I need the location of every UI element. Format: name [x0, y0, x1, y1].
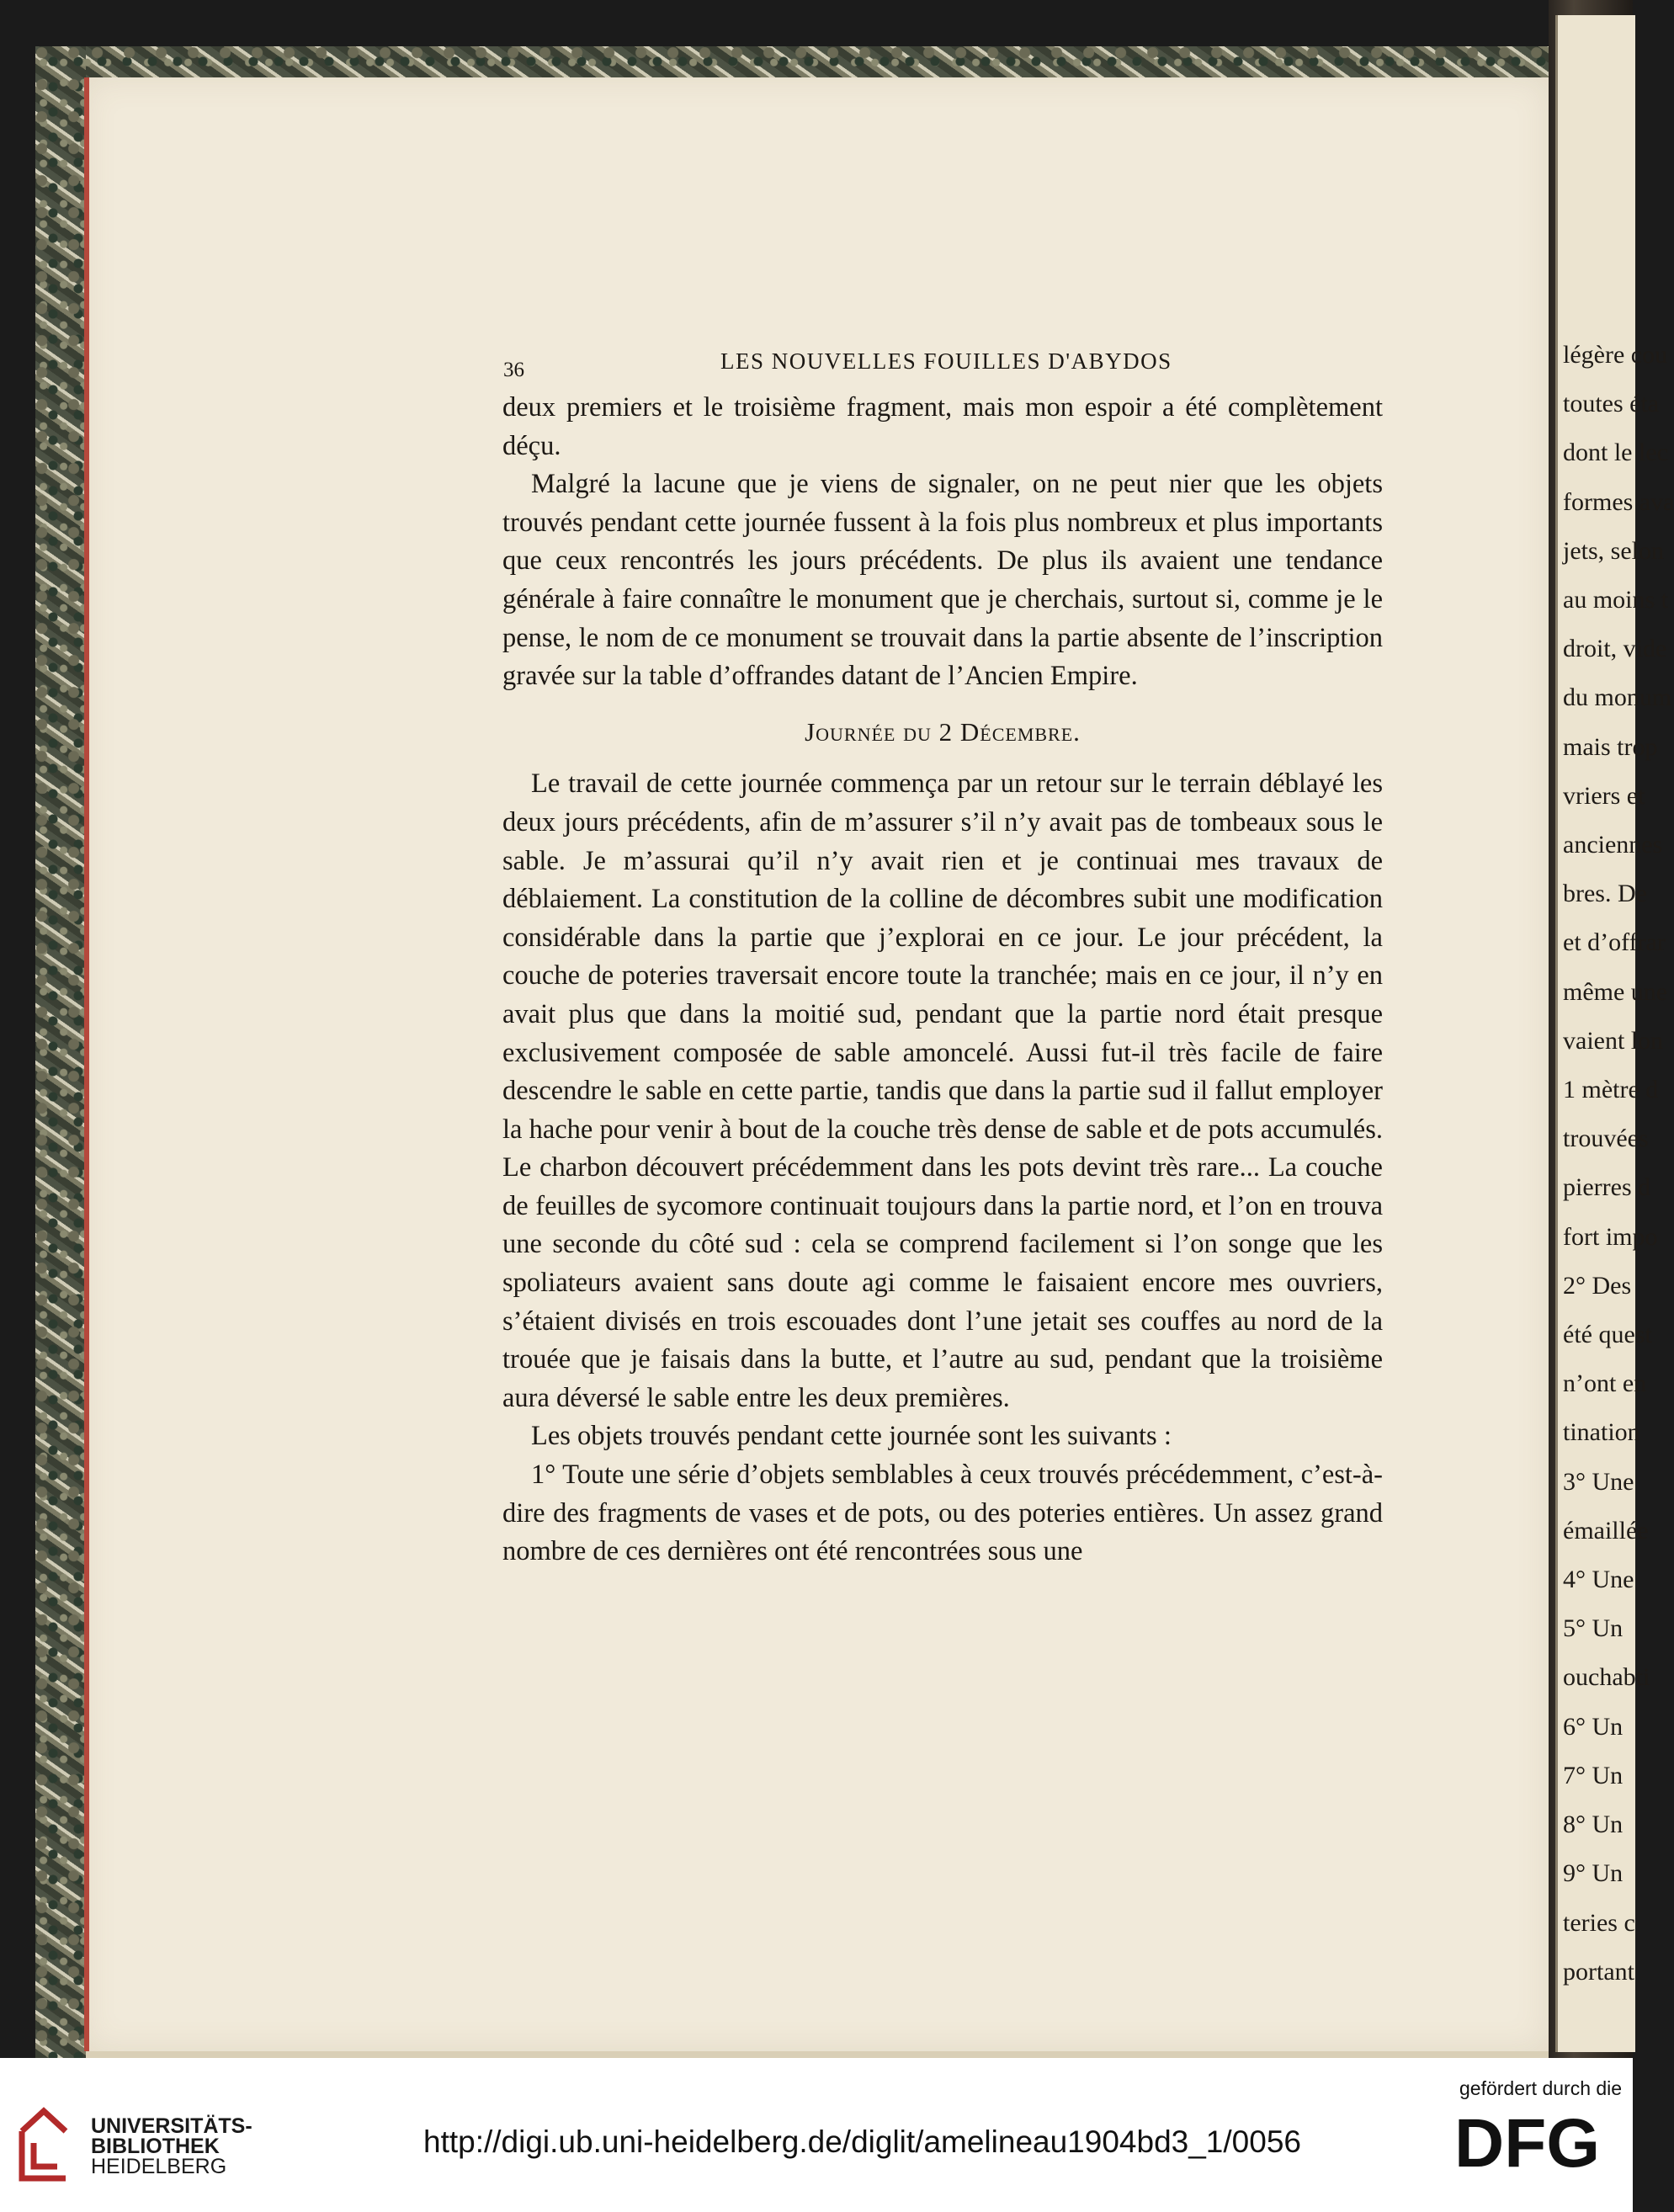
next-page-fragment: dont le lec: [1563, 439, 1668, 467]
running-title: LES NOUVELLES FOUILLES D'ABYDOS: [720, 348, 1172, 374]
next-page-fragment: 6° Un: [1563, 1712, 1624, 1741]
next-page-fragment: bres. De: [1563, 880, 1647, 908]
dfg-logo-icon: [1454, 2105, 1606, 2182]
permalink-url[interactable]: http://digi.ub.uni-heidelberg.de/diglit/amelineau1904bd3_1/0056: [423, 2124, 1301, 2159]
next-page-fragment: trouvées: [1563, 1125, 1649, 1153]
next-page-fragment: 7° Un: [1563, 1761, 1624, 1789]
paragraph: Les objets trouvés pendant cette journée sont les suivants :: [531, 1421, 1172, 1452]
paragraph: deux premiers et le troisième fragment, mais mon espoir a été complètement déçu.: [502, 392, 1383, 461]
next-page-fragment: teries c: [1563, 1908, 1635, 1937]
next-page-fragment: et d’offrar: [1563, 928, 1666, 957]
next-page-fragment: formes ava: [1563, 487, 1674, 516]
paragraph: 1° Toute une série d’objets semblables à ceux trouvés précédemment, c’est-à-dire des fragments de vases et de pots, ou des poteries entières. Un assez grand nombre de ces dernières ont été rencontrées sous une: [502, 1460, 1383, 1567]
institution-line: HEIDELBERG: [91, 2155, 227, 2178]
next-page-fragment: légère cou: [1563, 341, 1668, 369]
institution-line: UNIVERSITÄTS-: [91, 2114, 252, 2138]
next-page-fragment: au moins t: [1563, 586, 1668, 614]
next-page-fragment: vaient lon: [1563, 1026, 1664, 1055]
next-page-edge: [1555, 15, 1674, 2052]
next-page-fragment: 9° Un: [1563, 1859, 1624, 1888]
next-page-fragment: tination: [1563, 1418, 1640, 1447]
paragraph: Le travail de cette journée commença par un retour sur le terrain déblayé les deux jours précédents, afin de m’assurer s’il n’y avait pas de tombeaux sous le sable. Je m’assurai qu’il n’y avait rien et je continuai mes travaux de déblaiement. La constitution de la colline de décombres subit une modification considérable dans la partie que j’explorai en ce jour. Le jour précédent, la couche de poteries traversait encore toute la tranchée; mais en ce jour, il n’y en avait plus que dans la moitié sud, pendant que la partie nord était presque exclusivement composée de sable amoncelé. Aussi fut-il très facile de faire descendre le sable en cette partie, tandis que dans la partie sud il fallut employer la hache pour venir à bout de la couche très dense de sable et de pots accumulés. Le charbon découvert précédemment dans les pots devint très rare... La couche de feuilles de sycomore continuait toujours dans la partie nord, et l’on en trouva une seconde du côté sud : cela se comprend facilement si l’on songe que les spoliateurs avaient sans doute agi comme le faisaient encore mes ouvriers, s’étaient divisés en trois escouades dont l’une jetait ses couffes au nord de la trouée que je faisais dans la butte, et l’autre au sud, pendant que la troisième aura déversé le sable entre les deux premières.: [502, 768, 1383, 1413]
next-page-fragment: vriers et: [1563, 781, 1645, 810]
marbled-endpaper-left: [35, 46, 86, 2058]
next-page-fragment: pierres d: [1563, 1173, 1651, 1202]
next-page-fragment: 8° Un: [1563, 1811, 1624, 1839]
next-page-fragment: 4° Une: [1563, 1566, 1634, 1594]
body-text: [502, 389, 1383, 1571]
paragraph: Malgré la lacune que je viens de signaler, on ne peut nier que les objets trouvés pendant cette journée fussent à la fois plus nombreux et plus importants que ceux rencontrés les jours précédents. De plus ils avaient une tendance générale à faire connaître le monument que je cherchais, surtout si, comme je le pense, le nom de ce monument se trouvait dans la partie absente de l’inscription gravée sur la table d’offrandes datant de l’Ancien Empire.: [502, 469, 1383, 692]
next-page-fragment: émaillée: [1563, 1516, 1649, 1545]
section-heading: Journée du 2 Décembre.: [805, 716, 1081, 747]
page-number: 36: [503, 359, 524, 381]
next-page-fragment: même une: [1563, 977, 1668, 1006]
university-library-logo-icon: [15, 2106, 72, 2183]
next-page-fragment: droit, vide: [1563, 635, 1667, 663]
funding-note: gefördert durch die: [1459, 2077, 1623, 2099]
next-page-fragment: jets, selon: [1563, 536, 1664, 565]
next-page-text-fragments: [1558, 15, 1674, 1997]
dfg-logo-text: DFG: [1454, 2105, 1601, 2182]
next-page-fragment: n’ont en: [1563, 1369, 1647, 1398]
institution-line: BIBLIOTHEK: [91, 2135, 220, 2158]
next-page-fragment: 5° Un: [1563, 1614, 1624, 1643]
next-page-fragment: 2° Des: [1563, 1271, 1632, 1300]
next-page-fragment: anciennes: [1563, 831, 1663, 859]
next-page-fragment: 3° Une: [1563, 1467, 1634, 1496]
next-page-fragment: été quest: [1563, 1321, 1652, 1349]
next-page-fragment: 1 mètre d: [1563, 1076, 1659, 1104]
next-page-fragment: du monum: [1563, 683, 1672, 712]
next-page-fragment: mais trop: [1563, 732, 1658, 761]
institution-name: [91, 2116, 252, 2177]
next-page-fragment: ouchabti: [1563, 1663, 1650, 1692]
next-page-fragment: portant: [1563, 1957, 1634, 1986]
next-page-fragment: toutes éta: [1563, 390, 1660, 418]
next-page-fragment: fort impo: [1563, 1222, 1658, 1251]
